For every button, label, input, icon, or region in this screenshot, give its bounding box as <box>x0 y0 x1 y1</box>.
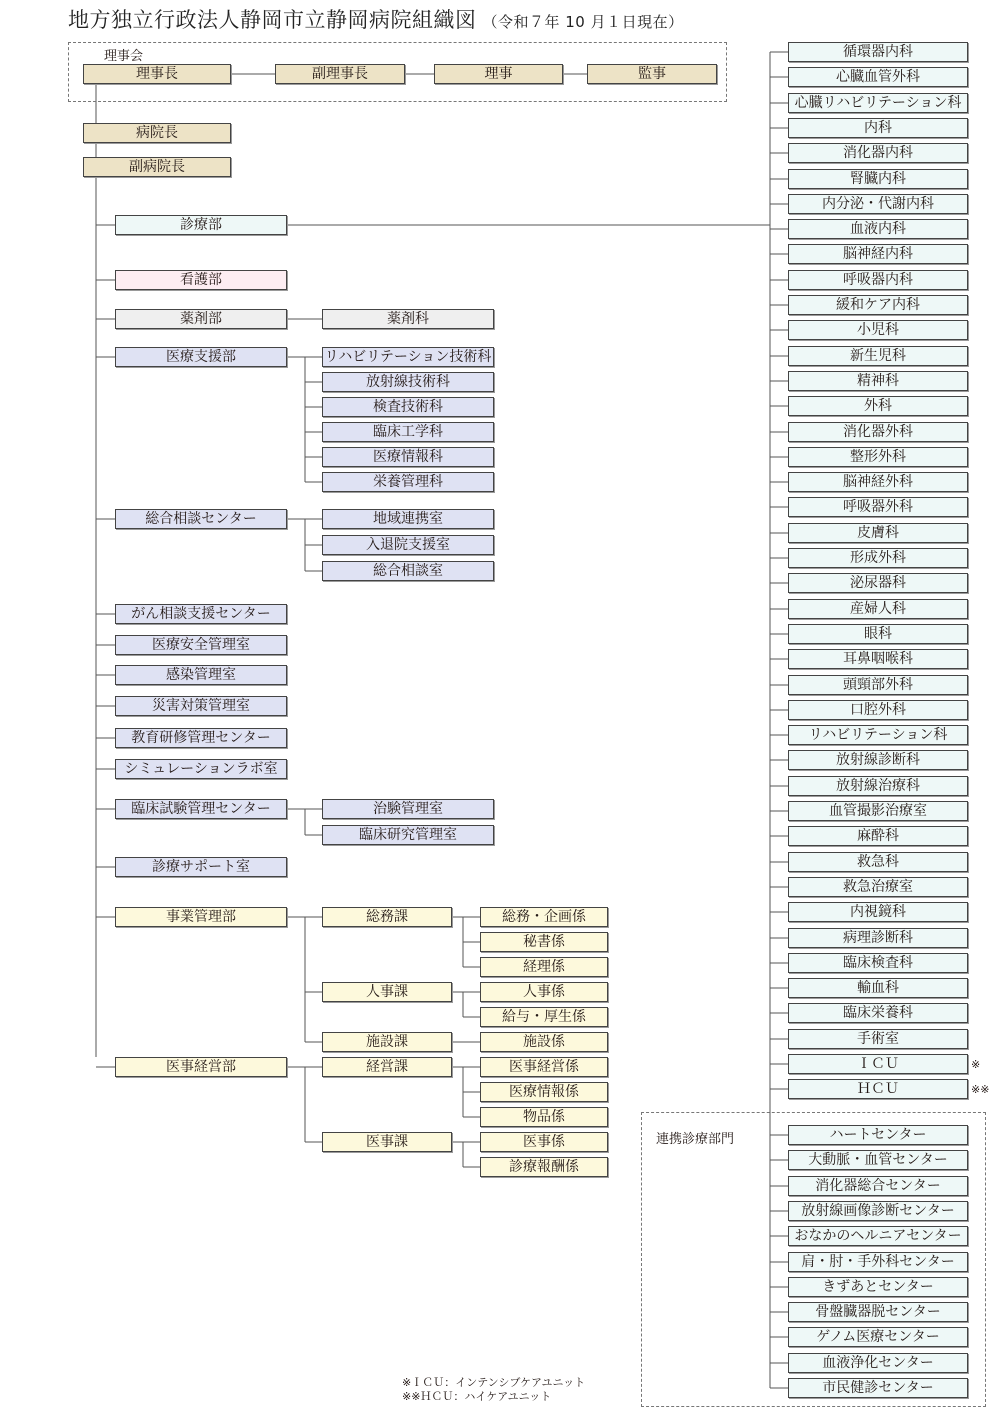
clinical-department-box[interactable]: 消化器内科 <box>788 143 968 163</box>
section-box[interactable]: 治験管理室 <box>322 799 494 819</box>
subsection-box[interactable]: 施設係 <box>480 1032 608 1052</box>
footnote-mark: ※※ <box>971 1083 990 1096</box>
section-box[interactable]: 総務課 <box>322 907 452 927</box>
unit-box[interactable]: 感染管理室 <box>115 665 287 685</box>
subsection-box[interactable]: 医事経営係 <box>480 1057 608 1077</box>
clinical-department-box[interactable]: 消化器外科 <box>788 422 968 442</box>
section-box[interactable]: 人事課 <box>322 982 452 1002</box>
footnote-hcu: ※※ＨＣＵ：ハイケアユニット <box>402 1390 552 1403</box>
collab-label: 連携診療部門 <box>656 1132 735 1147</box>
section-box[interactable]: 経営課 <box>322 1057 452 1077</box>
clinical-department-box[interactable]: 整形外科 <box>788 447 968 467</box>
clinical-department-box[interactable]: 病理診断科 <box>788 928 968 948</box>
clinical-department-box[interactable]: 皮膚科 <box>788 523 968 543</box>
board-member-auditor[interactable]: 監事 <box>587 64 717 84</box>
board-label: 理事会 <box>104 49 144 64</box>
unit-box[interactable]: 医事経営部 <box>115 1057 287 1077</box>
subsection-box[interactable]: 人事係 <box>480 982 608 1002</box>
section-box[interactable]: 医療情報科 <box>322 447 494 467</box>
subsection-box[interactable]: 診療報酬係 <box>480 1157 608 1177</box>
section-box[interactable]: 医事課 <box>322 1132 452 1152</box>
subsection-box[interactable]: 給与・厚生係 <box>480 1007 608 1027</box>
clinical-department-box[interactable]: 麻酔科 <box>788 826 968 846</box>
subsection-box[interactable]: 医事係 <box>480 1132 608 1152</box>
clinical-department-box[interactable]: 新生児科 <box>788 346 968 366</box>
clinical-department-box[interactable]: 緩和ケア内科 <box>788 295 968 315</box>
collab-center-box[interactable]: 放射線画像診断センター <box>788 1201 968 1221</box>
section-box[interactable]: 放射線技術科 <box>322 372 494 392</box>
unit-box[interactable]: 総合相談センター <box>115 509 287 529</box>
collab-center-box[interactable]: ハートセンター <box>788 1125 968 1145</box>
footnote-icu: ※ＩＣＵ：インテンシブケアユニット <box>402 1376 586 1389</box>
footnote-mark: ※ <box>971 1058 981 1071</box>
clinical-department-box[interactable]: 泌尿器科 <box>788 573 968 593</box>
clinical-department-box[interactable]: 内科 <box>788 118 968 138</box>
unit-box[interactable]: 診療サポート室 <box>115 857 287 877</box>
clinical-department-box[interactable]: 循環器内科 <box>788 42 968 62</box>
collab-center-box[interactable]: おなかのヘルニアセンター <box>788 1226 968 1246</box>
collab-center-box[interactable]: ゲノム医療センター <box>788 1327 968 1347</box>
unit-box[interactable]: 臨床試験管理センター <box>115 799 287 819</box>
clinical-department-box[interactable]: 口腔外科 <box>788 700 968 720</box>
unit-box[interactable]: シミュレーションラボ室 <box>115 759 287 779</box>
section-box[interactable]: 入退院支援室 <box>322 535 494 555</box>
section-box[interactable]: 栄養管理科 <box>322 472 494 492</box>
clinical-department-box[interactable]: 脳神経内科 <box>788 244 968 264</box>
clinical-department-box[interactable]: 血管撮影治療室 <box>788 801 968 821</box>
clinical-department-box[interactable]: 心臓血管外科 <box>788 67 968 87</box>
hospital-director[interactable]: 病院長 <box>83 123 231 143</box>
unit-box[interactable]: 医療安全管理室 <box>115 635 287 655</box>
clinical-department-box[interactable]: 内分泌・代謝内科 <box>788 194 968 214</box>
board-member-chair[interactable]: 理事長 <box>83 64 231 84</box>
unit-box[interactable]: 薬剤部 <box>115 309 287 329</box>
clinical-department-box[interactable]: 眼科 <box>788 624 968 644</box>
clinical-department-box[interactable]: 臨床検査科 <box>788 953 968 973</box>
collab-center-box[interactable]: 市民健診センター <box>788 1378 968 1398</box>
title-text: 地方独立行政法人静岡市立静岡病院組織図 <box>68 8 477 32</box>
clinical-department-box[interactable]: 臨床栄養科 <box>788 1003 968 1023</box>
clinical-department-box[interactable]: 救急科 <box>788 852 968 872</box>
section-box[interactable]: 総合相談室 <box>322 561 494 581</box>
clinical-department-box[interactable]: 放射線診断科 <box>788 750 968 770</box>
clinical-department-box[interactable]: 救急治療室 <box>788 877 968 897</box>
subsection-box[interactable]: 秘書係 <box>480 932 608 952</box>
vice-hospital-director[interactable]: 副病院長 <box>83 157 231 177</box>
collab-center-box[interactable]: 消化器総合センター <box>788 1176 968 1196</box>
unit-box[interactable]: 教育研修管理センター <box>115 728 287 748</box>
unit-box[interactable]: 医療支援部 <box>115 347 287 367</box>
collab-center-box[interactable]: 骨盤臓器脱センター <box>788 1302 968 1322</box>
clinical-department-box[interactable]: 耳鼻咽喉科 <box>788 649 968 669</box>
clinical-department-box[interactable]: リハビリテーション科 <box>788 725 968 745</box>
unit-box[interactable]: 災害対策管理室 <box>115 696 287 716</box>
unit-box[interactable]: 事業管理部 <box>115 907 287 927</box>
subsection-box[interactable]: 総務・企画係 <box>480 907 608 927</box>
clinical-department-box[interactable]: 小児科 <box>788 320 968 340</box>
subsection-box[interactable]: 医療情報係 <box>480 1082 608 1102</box>
clinical-department-box[interactable]: 精神科 <box>788 371 968 391</box>
unit-box[interactable]: 看護部 <box>115 270 287 290</box>
clinical-department-box[interactable]: 血液内科 <box>788 219 968 239</box>
clinical-department-box[interactable]: 形成外科 <box>788 548 968 568</box>
section-box[interactable]: リハビリテーション技術科 <box>322 347 494 367</box>
collab-center-box[interactable]: きずあとセンター <box>788 1277 968 1297</box>
section-box[interactable]: 臨床研究管理室 <box>322 825 494 845</box>
subsection-box[interactable]: 経理係 <box>480 957 608 977</box>
clinical-department-box[interactable]: 頭頸部外科 <box>788 675 968 695</box>
clinical-department-box[interactable]: 外科 <box>788 396 968 416</box>
title-date: （令和７年 10 月１日現在） <box>482 13 684 31</box>
section-box[interactable]: 検査技術科 <box>322 397 494 417</box>
unit-box[interactable]: がん相談支援センター <box>115 604 287 624</box>
board-member-vice-chair[interactable]: 副理事長 <box>275 64 405 84</box>
clinical-department-box[interactable]: 手術室 <box>788 1029 968 1049</box>
clinical-department-box[interactable]: 内視鏡科 <box>788 902 968 922</box>
section-box[interactable]: 薬剤科 <box>322 309 494 329</box>
clinical-department-box[interactable]: 呼吸器外科 <box>788 497 968 517</box>
section-box[interactable]: 臨床工学科 <box>322 422 494 442</box>
clinical-department-box[interactable]: ＩＣＵ <box>788 1054 968 1074</box>
clinical-department-box[interactable]: 放射線治療科 <box>788 776 968 796</box>
clinical-department-box[interactable]: 呼吸器内科 <box>788 270 968 290</box>
section-box[interactable]: 地域連携室 <box>322 509 494 529</box>
clinical-department-box[interactable]: 腎臓内科 <box>788 169 968 189</box>
clinical-department-box[interactable]: 産婦人科 <box>788 599 968 619</box>
clinical-department-box[interactable]: 脳神経外科 <box>788 472 968 492</box>
collab-center-box[interactable]: 肩・肘・手外科センター <box>788 1252 968 1272</box>
clinical-department-box[interactable]: 輸血科 <box>788 978 968 998</box>
clinical-department-box[interactable]: ＨＣＵ <box>788 1079 968 1099</box>
unit-box[interactable]: 診療部 <box>115 215 287 235</box>
collab-center-box[interactable]: 血液浄化センター <box>788 1353 968 1373</box>
board-member-director[interactable]: 理事 <box>434 64 563 84</box>
clinical-department-box[interactable]: 心臓リハビリテーション科 <box>788 93 968 113</box>
collab-center-box[interactable]: 大動脈・血管センター <box>788 1150 968 1170</box>
section-box[interactable]: 施設課 <box>322 1032 452 1052</box>
subsection-box[interactable]: 物品係 <box>480 1107 608 1127</box>
